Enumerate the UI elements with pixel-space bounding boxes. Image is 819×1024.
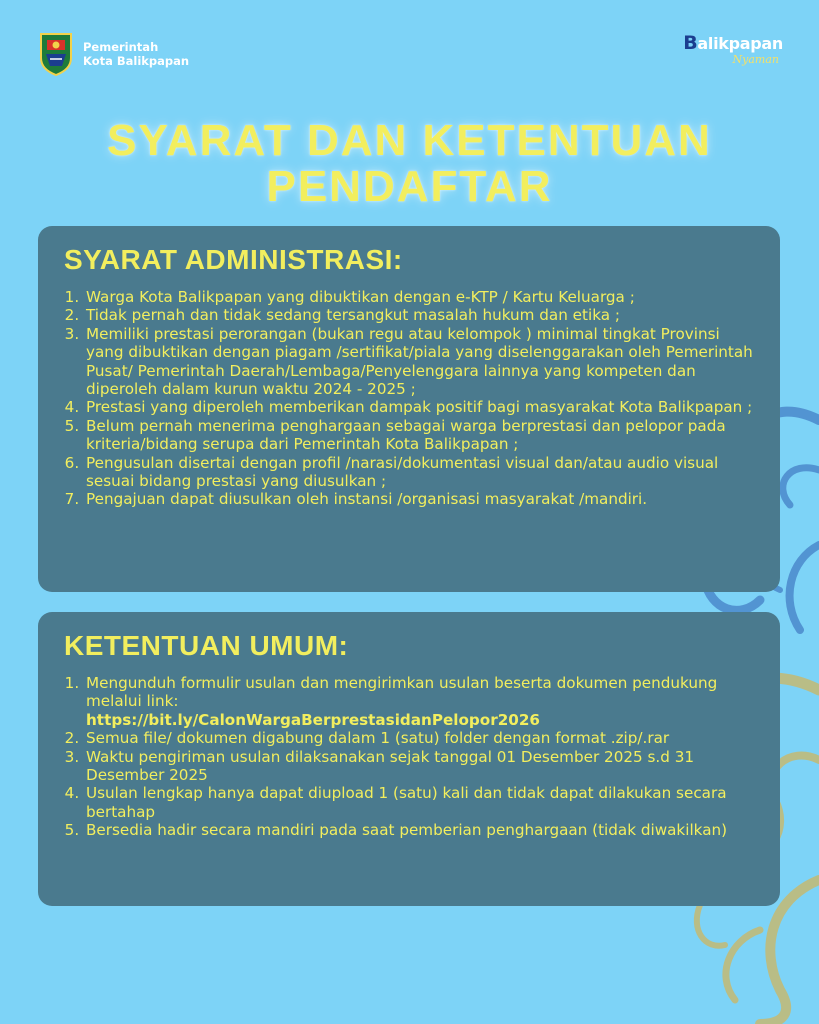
brand-tagline: Nyaman <box>732 53 779 66</box>
list-item: 2. Semua file/ dokumen digabung dalam 1 (satu) folder dengan format .zip/.rar <box>84 729 754 747</box>
brand-initial: B <box>683 32 698 54</box>
gov-line-2: Kota Balikpapan <box>83 54 190 68</box>
brand-rest: alikpapan <box>697 34 783 53</box>
list-item: 6. Pengusulan disertai dengan profil /narasi/dokumentasi visual dan/atau audio visual sesuai bidang prestasi yang diusulkan ; <box>84 454 754 491</box>
syarat-administrasi-card <box>38 226 780 592</box>
title-line-2: PENDAFTAR <box>266 162 553 211</box>
gov-name <box>83 40 189 68</box>
syarat-heading: SYARAT ADMINISTRASI: <box>64 244 403 275</box>
list-item: 1. Warga Kota Balikpapan yang dibuktikan dengan e-KTP / Kartu Keluarga ; <box>84 288 754 306</box>
list-item: 4. Prestasi yang diperoleh memberikan dampak positif bagi masyarakat Kota Balikpapan ; <box>84 398 754 416</box>
list-item: 5. Bersedia hadir secara mandiri pada saat pemberian penghargaan (tidak diwakilkan) <box>84 821 754 839</box>
city-emblem-icon <box>38 32 74 76</box>
list-item: 3. Memiliki prestasi perorangan (bukan regu atau kelompok ) minimal tingkat Provinsi yang dibuktikan dengan piagam /sertifikat/piala yang diselenggarakan oleh Pemerintah Pusat/ Pemerintah Daerah/Lembaga/Penyelenggara lainnya yang kompeten dan diperoleh dalam kurun waktu 2024 - 2025 ; <box>84 325 754 399</box>
list-item: 4. Usulan lengkap hanya dapat diupload 1 (satu) kali dan tidak dapat dilakukan secara bertahap <box>84 784 754 821</box>
list-item-text: Mengunduh formulir usulan dan mengirimkan usulan beserta dokumen pendukung melalui link: <box>86 674 718 711</box>
syarat-list <box>64 288 754 509</box>
gov-branding <box>38 32 189 76</box>
list-item: 2. Tidak pernah dan tidak sedang tersangkut masalah hukum dan etika ; <box>84 306 754 324</box>
ketentuan-umum-card <box>38 612 780 906</box>
list-item: 5. Belum pernah menerima penghargaan sebagai warga berprestasi dan pelopor pada kriteria/bidang serupa dari Pemerintah Kota Balikpapan ; <box>84 417 754 454</box>
brand-name <box>683 34 783 53</box>
page-title <box>0 118 819 210</box>
title-line-1: SYARAT DAN KETENTUAN <box>107 116 712 165</box>
list-item: 3. Waktu pengiriman usulan dilaksanakan sejak tanggal 01 Desember 2025 s.d 31 Desember 2025 <box>84 748 754 785</box>
ketentuan-heading: KETENTUAN UMUM: <box>64 630 349 661</box>
list-item <box>84 674 754 729</box>
city-brand-logo <box>683 34 783 66</box>
gov-line-1: Pemerintah <box>83 40 159 54</box>
registration-link[interactable]: https://bit.ly/CalonWargaBerprestasidanPelopor2026 <box>86 710 540 729</box>
ketentuan-list <box>64 674 754 840</box>
list-item: 7. Pengajuan dapat diusulkan oleh instansi /organisasi masyarakat /mandiri. <box>84 490 754 508</box>
